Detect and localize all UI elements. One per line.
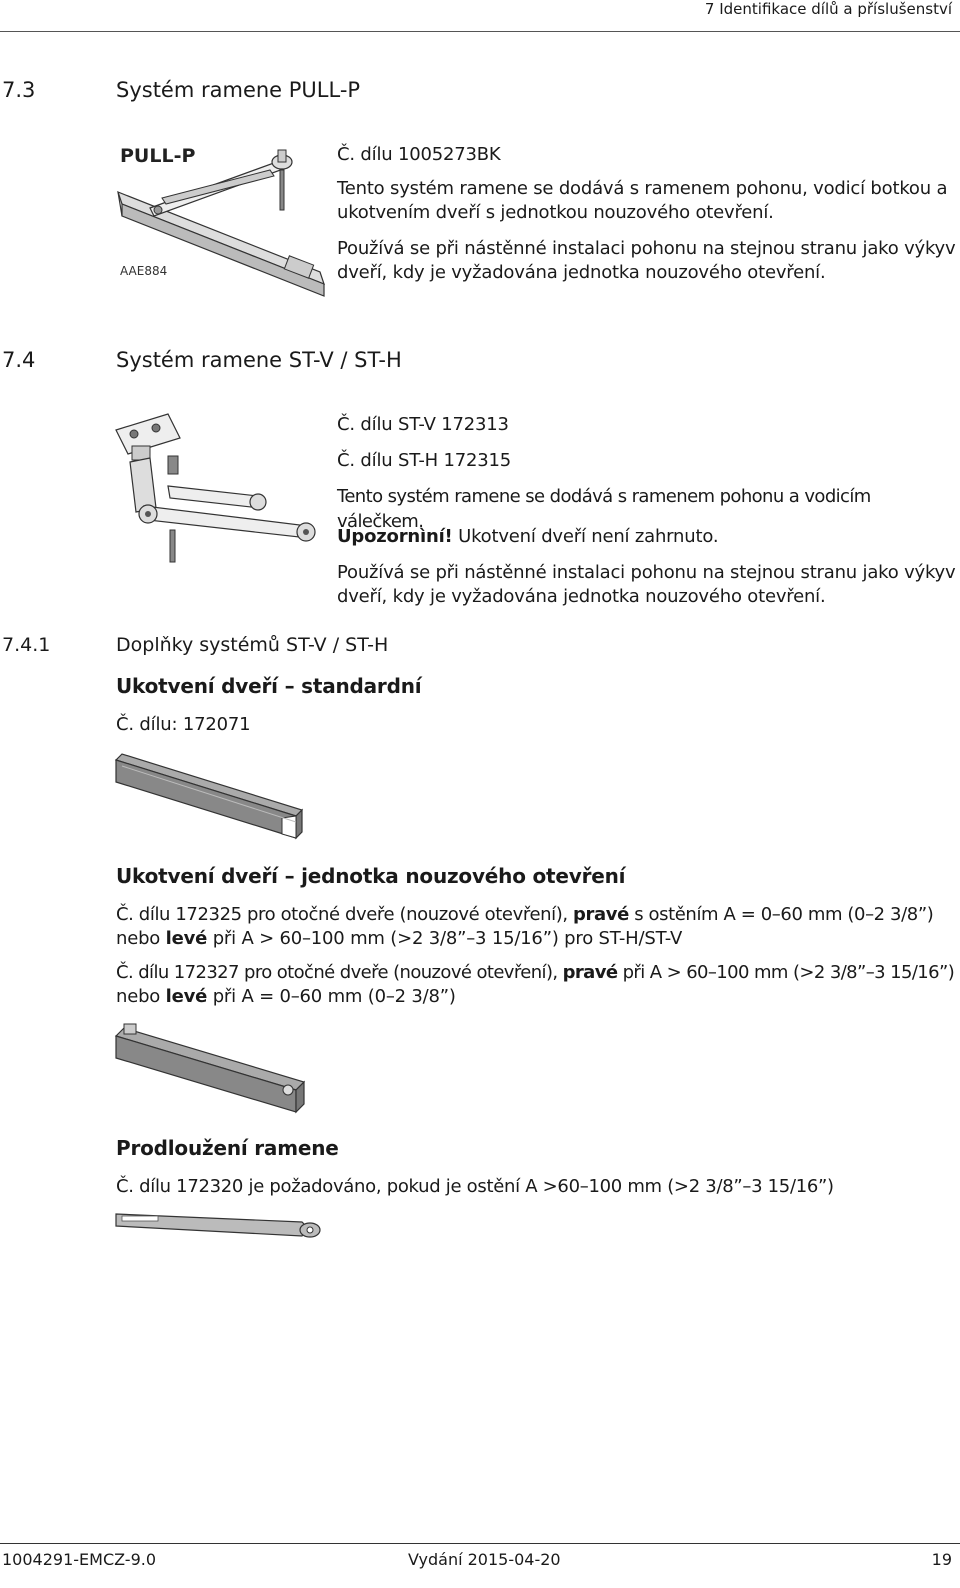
- pull-p-use-line1: Používá se při nástěnné instalaci pohonu na stejnou stranu jako výkyv: [337, 238, 956, 259]
- pull-p-arm-illustration: [110, 140, 340, 305]
- p2-text-a: Č. dílu 172327 pro otočné dveře (nouzové otevření),: [116, 962, 563, 983]
- emergency-p2-line1: [116, 960, 954, 985]
- arm-extension-heading: Prodloužení ramene: [116, 1136, 339, 1160]
- st-arm-illustration: [108, 408, 330, 578]
- section-7-4-number: 7.4: [2, 348, 36, 372]
- st-use-line2: dveří, kdy je vyžadována jednotka nouzového otevření.: [337, 586, 826, 607]
- p1-bold-left: levé: [165, 928, 208, 949]
- emergency-p1-line2: [116, 926, 682, 951]
- section-7-4-title: Systém ramene ST-V / ST-H: [116, 348, 402, 372]
- section-7-3-title: Systém ramene PULL-P: [116, 78, 361, 102]
- pull-p-image-code: AAE884: [120, 264, 168, 278]
- arm-extension-illustration: [112, 1208, 324, 1242]
- pull-p-part-number: Č. dílu 1005273BK: [337, 144, 501, 165]
- st-h-part-number: Č. dílu ST-H 172315: [337, 450, 512, 471]
- warning-label: Upozornìní!: [337, 526, 453, 547]
- footer-page-number: 19: [931, 1550, 952, 1569]
- st-warning: [337, 524, 718, 549]
- arm-extension-text: Č. dílu 172320 je požadováno, pokud je ostění A >60–100 mm (>2 3/8”–3 15/16”): [116, 1176, 834, 1197]
- footer-edition: Vydání 2015-04-20: [408, 1550, 561, 1569]
- running-header: 7 Identifikace dílů a příslušenství: [704, 0, 952, 18]
- pull-p-desc-line1: Tento systém ramene se dodává s ramenem pohonu, vodicí botkou a: [337, 178, 948, 199]
- p1-text-c: s ostěním A = 0–60 mm (0–2 3/8”): [628, 904, 934, 925]
- pull-p-image-label: PULL-P: [120, 145, 196, 167]
- section-7-4-1-title: Doplňky systémů ST-V / ST-H: [116, 634, 389, 656]
- p1-text-a: Č. dílu 172325 pro otočné dveře (nouzové otevření),: [116, 904, 574, 925]
- footer-rule: [0, 1543, 960, 1544]
- warning-text: Ukotvení dveří není zahrnuto.: [458, 526, 719, 547]
- section-7-3-number: 7.3: [2, 78, 36, 102]
- standard-anchor-illustration: [112, 752, 308, 844]
- section-7-4-1-number: 7.4.1: [2, 634, 51, 656]
- standard-anchor-part: Č. dílu: 172071: [116, 714, 251, 735]
- standard-anchor-heading: Ukotvení dveří – standardní: [116, 674, 422, 698]
- p1-bold-right: pravé: [573, 904, 629, 925]
- p2-text-d: nebo: [116, 986, 166, 1007]
- p2-text-f: při A = 0–60 mm (0–2 3/8”): [207, 986, 456, 1007]
- p2-text-c: při A > 60–100 mm (>2 3/8”–3 15/16”): [617, 962, 955, 983]
- st-desc: Tento systém ramene se dodává s ramenem pohonu a vodicím válečkem.: [337, 486, 871, 532]
- p1-text-d: nebo: [116, 928, 166, 949]
- p1-text-f: při A > 60–100 mm (>2 3/8”–3 15/16”) pro ST-H/ST-V: [207, 928, 683, 949]
- emergency-p2-line2: [116, 984, 456, 1009]
- st-v-part-number: Č. dílu ST-V 172313: [337, 414, 509, 435]
- footer-doc-id: 1004291-EMCZ-9.0: [2, 1550, 157, 1569]
- p2-bold-right: pravé: [562, 962, 618, 983]
- emergency-p1-line1: [116, 902, 933, 927]
- emergency-anchor-illustration: [112, 1020, 312, 1116]
- header-rule: [0, 31, 960, 32]
- pull-p-desc-line2: ukotvením dveří s jednotkou nouzového otevření.: [337, 202, 774, 223]
- p2-bold-left: levé: [165, 986, 208, 1007]
- emergency-anchor-heading: Ukotvení dveří – jednotka nouzového otevření: [116, 864, 626, 888]
- st-use-line1: Používá se při nástěnné instalaci pohonu na stejnou stranu jako výkyv: [337, 562, 956, 583]
- pull-p-use-line2: dveří, kdy je vyžadována jednotka nouzového otevření.: [337, 262, 826, 283]
